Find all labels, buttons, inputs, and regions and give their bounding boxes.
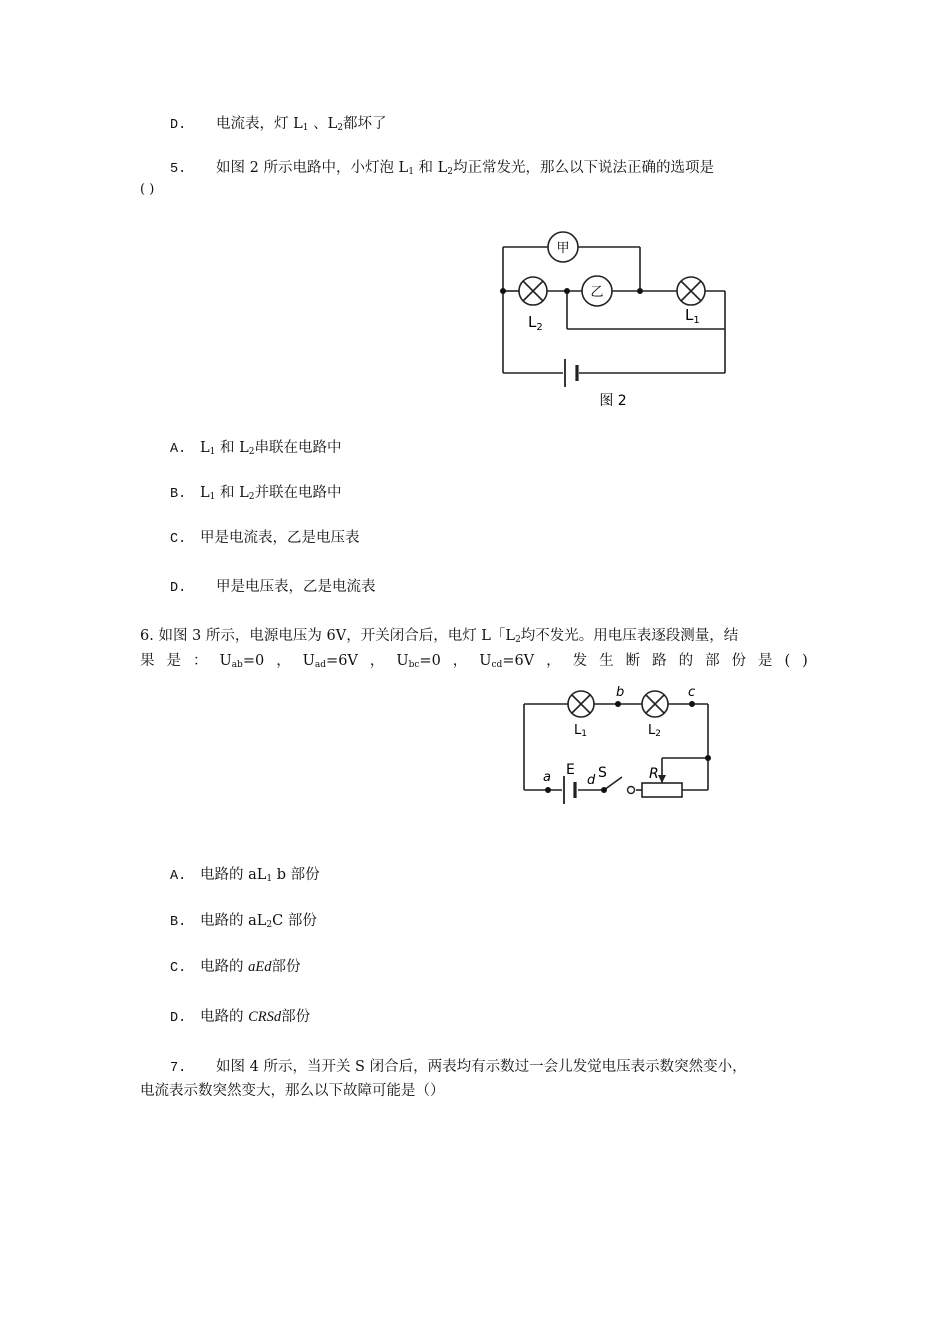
q5-option-c: C. 甲是电流表，乙是电压表 (170, 530, 360, 547)
question-5-answer-paren: ( ) (140, 182, 155, 197)
question-7-line-2: 电流表示数突然变大，那么以下故障可能是（） (140, 1083, 445, 1099)
fig3-point-a: a (543, 770, 551, 785)
figure-2-caption: 图 2 (599, 393, 627, 409)
q6-option-c: C. 电路的 aEd部份 (170, 959, 301, 976)
fig3-lamp1-label: L1 (574, 723, 587, 739)
lamp-l1-icon (568, 691, 594, 717)
q6-option-b: B. 电路的 $aL_2C$ 部份 (170, 913, 317, 930)
q5-option-d: D. 甲是电压表，乙是电流表 (170, 579, 376, 596)
fig3-switch-label: S (598, 765, 607, 781)
figure-2-circuit (495, 225, 735, 415)
fig3-battery-label: E (566, 762, 575, 778)
figure-3-circuit (512, 678, 724, 810)
lamp-l2-icon (519, 277, 547, 305)
lamp-l1-icon (677, 277, 705, 305)
q5-option-a: A. $L_1$ 和 $L_2$串联在电路中 (170, 440, 342, 457)
option-d-prev: D. 电流表，灯 $L_1$ 、$L_2$都坏了 (170, 116, 387, 133)
fig3-lamp2-label: L2 (648, 723, 661, 739)
q6-option-a: A. 电路的 $aL_1$ b 部份 (170, 867, 320, 884)
lamp-l1-label: $L_1$ (685, 306, 700, 326)
q6-option-d: D. 电路的 CRSd部份 (170, 1009, 311, 1026)
fig3-point-b: b (616, 685, 625, 700)
fig3-resistor-label: R (649, 766, 659, 782)
question-7-line-1: 7. 如图 4 所示，当开关 S 闭合后，两表均有示数过一会儿发觉电压表示数突然变小， (170, 1059, 747, 1076)
meter-jia-label: 甲 (556, 241, 570, 256)
question-6-line-2: 果 是 ： $U_{ab}=0$ ， $U_{ad}=6V$ ， $U_{bc}=0$ ， $U_{cd}=6V$ ， 发 生 断 路 的 部 份 是 ( ) (140, 653, 808, 670)
meter-yi-label: 乙 (590, 285, 604, 300)
question-6-line-1: 6. 如图 3 所示，电源电压为 6V，开关闭合后，电灯 L「$L_2$均不发光。用电压表逐段测量，结 (140, 628, 739, 645)
lamp-l2-label: $L_2$ (528, 313, 543, 333)
fig3-point-d: d (587, 773, 596, 788)
fig3-point-c: c (688, 685, 696, 700)
q5-option-b: B. $L_1$ 和 $L_2$并联在电路中 (170, 485, 342, 502)
lamp-l2-icon (642, 691, 668, 717)
question-5-text: 5. 如图 2 所示电路中，小灯泡 $L_1$ 和 $L_2$均正常发光，那么以下说法正确的选项是 (170, 160, 715, 177)
